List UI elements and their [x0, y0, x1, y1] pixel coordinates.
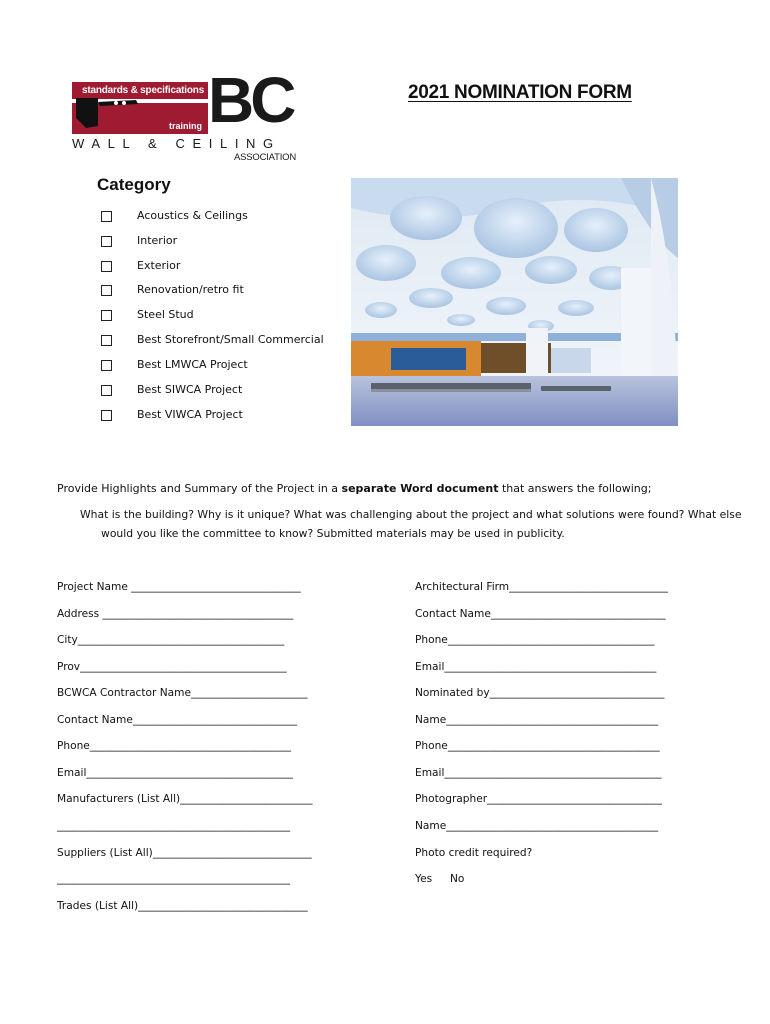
field-prov[interactable]: Prov_______________________________________	[57, 661, 287, 673]
project-photo	[351, 178, 678, 426]
category-option-interior[interactable]	[101, 234, 178, 247]
logo-wordmark: WALL & CEILING	[72, 136, 281, 151]
logo-association: ASSOCIATION	[233, 152, 296, 163]
field-photographer[interactable]: Photographer_________________________________	[415, 793, 662, 805]
field-photographer-name[interactable]: Name________________________________________	[415, 820, 659, 832]
field-architect-email[interactable]: Email________________________________________	[415, 661, 657, 673]
category-label: Interior	[137, 234, 178, 247]
category-option-lmwca[interactable]	[101, 358, 248, 371]
category-label: Acoustics & Ceilings	[137, 209, 248, 222]
checkbox[interactable]	[101, 261, 112, 272]
field-contractor-name[interactable]: BCWCA Contractor Name______________________	[57, 687, 308, 699]
category-label: Renovation/retro fit	[137, 283, 244, 296]
checkbox[interactable]	[101, 360, 112, 371]
trowel-icon	[76, 96, 146, 130]
field-manufacturers[interactable]: Manufacturers (List All)_________________________	[57, 793, 313, 805]
category-label: Best LMWCA Project	[137, 358, 248, 371]
field-suppliers-cont[interactable]: ____________________________________________	[57, 873, 291, 885]
field-nominator-email[interactable]: Email_________________________________________	[415, 767, 662, 779]
checkbox[interactable]	[101, 236, 112, 247]
field-address[interactable]: Address ____________________________________	[57, 608, 294, 620]
category-option-acoustics[interactable]	[101, 209, 248, 222]
field-manufacturers-cont[interactable]: ____________________________________________	[57, 820, 291, 832]
field-email[interactable]: Email_______________________________________	[57, 767, 293, 779]
lead-bold-text: separate Word document	[341, 482, 499, 495]
category-label: Steel Stud	[137, 308, 194, 321]
category-option-viwca[interactable]	[101, 408, 243, 421]
field-nominator-phone[interactable]: Phone________________________________________	[415, 740, 660, 752]
category-option-steel-stud[interactable]	[101, 308, 194, 321]
field-architectural-firm[interactable]: Architectural Firm______________________________	[415, 581, 669, 593]
field-trades[interactable]: Trades (List All)________________________________	[57, 900, 308, 912]
instructions-lead	[57, 479, 651, 498]
category-label: Exterior	[137, 259, 181, 272]
category-option-renovation[interactable]	[101, 283, 244, 296]
photo-credit-yes[interactable]: Yes	[415, 873, 433, 885]
instructions-questions-line2: would you like the committee to know? Submitted materials may be used in publicity.	[101, 527, 565, 540]
lead-text-end: that answers the following;	[498, 482, 652, 495]
checkbox[interactable]	[101, 335, 112, 346]
instructions-questions-line1: What is the building? Why is it unique? What was challenging about the project and what solutions were found? What else	[80, 508, 742, 521]
category-option-storefront[interactable]	[101, 333, 324, 346]
field-city[interactable]: City_______________________________________	[57, 634, 285, 646]
page-title: 2021 NOMINATION FORM	[408, 82, 632, 103]
checkbox[interactable]	[101, 410, 112, 421]
field-nominated-by[interactable]: Nominated by_________________________________	[415, 687, 665, 699]
field-project-name[interactable]: Project Name ________________________________	[57, 581, 301, 593]
field-nominator-name[interactable]: Name________________________________________	[415, 714, 659, 726]
logo-top-line: standards & specifications	[82, 85, 205, 96]
lead-text: Provide Highlights and Summary of the Project in a	[57, 482, 342, 495]
association-logo	[72, 64, 300, 166]
category-heading: Category	[97, 175, 171, 194]
logo-bottom-line: training	[169, 121, 202, 131]
category-option-exterior[interactable]	[101, 259, 181, 272]
field-phone[interactable]: Phone______________________________________	[57, 740, 292, 752]
checkbox[interactable]	[101, 211, 112, 222]
category-label: Best Storefront/Small Commercial	[137, 333, 324, 346]
category-option-siwca[interactable]	[101, 383, 243, 396]
checkbox[interactable]	[101, 385, 112, 396]
photo-credit-no[interactable]: No	[450, 873, 465, 885]
field-architect-contact[interactable]: Contact Name_________________________________	[415, 608, 666, 620]
field-suppliers[interactable]: Suppliers (List All)______________________________	[57, 847, 312, 859]
category-label: Best SIWCA Project	[137, 383, 243, 396]
category-label: Best VIWCA Project	[137, 408, 243, 421]
field-architect-phone[interactable]: Phone_______________________________________	[415, 634, 655, 646]
field-contact-name[interactable]: Contact Name_______________________________	[57, 714, 298, 726]
checkbox[interactable]	[101, 285, 112, 296]
logo-red-block	[72, 82, 208, 134]
checkbox[interactable]	[101, 310, 112, 321]
photo-credit-question: Photo credit required?	[415, 847, 533, 859]
logo-bc-mark: BC	[208, 64, 293, 136]
